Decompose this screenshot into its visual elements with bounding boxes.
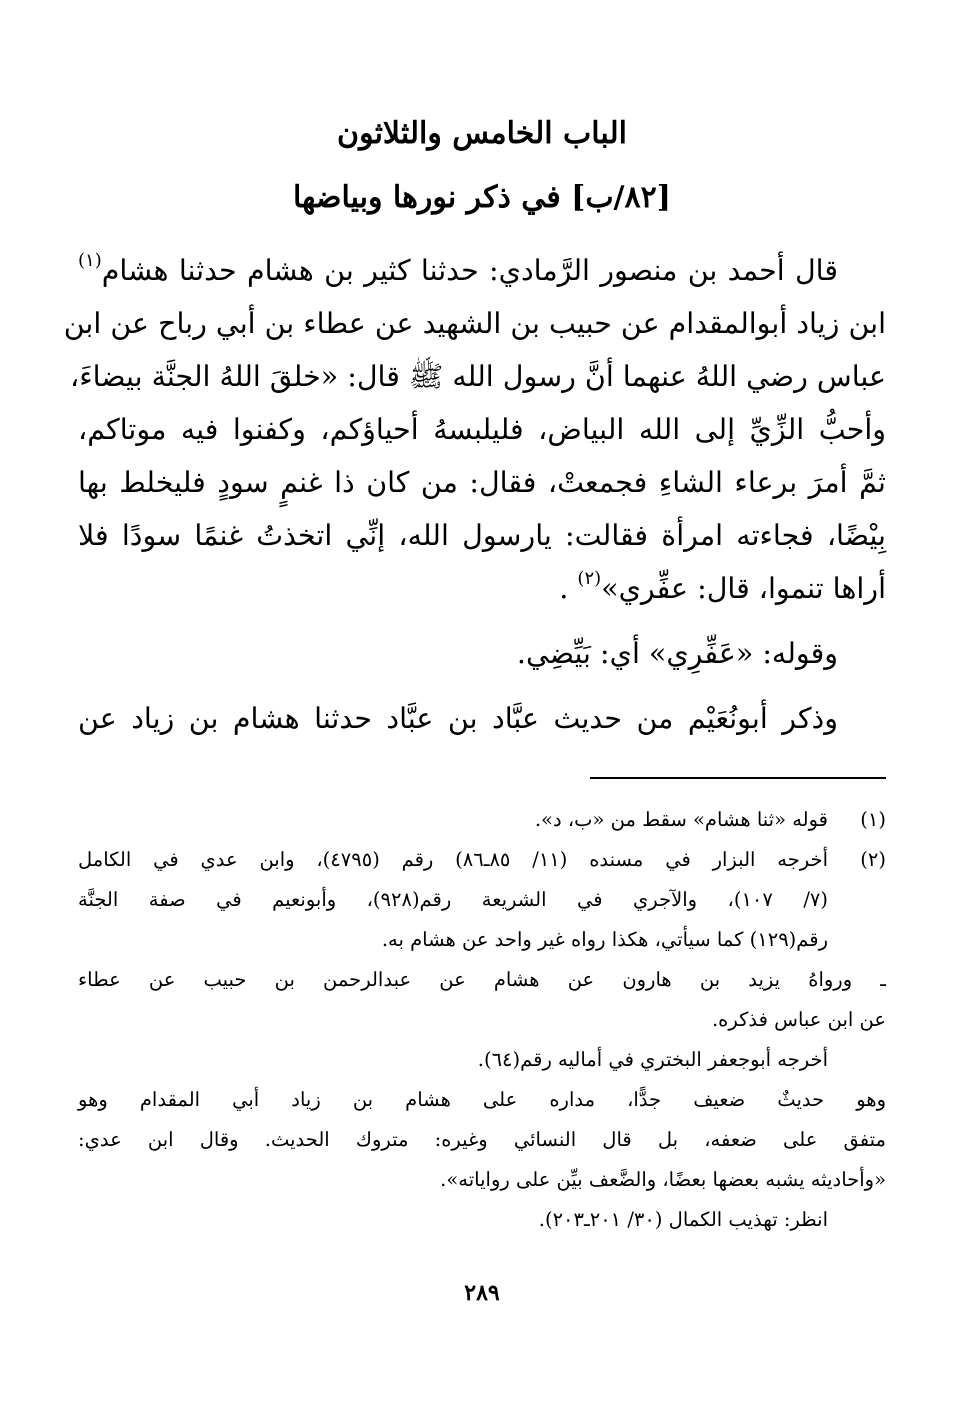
footnote-line: رقم(١٢٩) كما سيأتي، هكذا رواه غير واحد عن هشام به. (381, 928, 828, 951)
footnote-separator (590, 777, 886, 779)
footnote-marker: (١) (78, 250, 102, 271)
page-number: ٢٨٩ (464, 1280, 500, 1306)
body-line: ثمَّ أمرَ برعاء الشاءِ فجمعتْ، فقال: من كان ذا غنمٍ سودٍ فليخلط بها (78, 466, 886, 499)
footnote-1 (78, 800, 886, 840)
body-line: أراها تنموا، قال: عفِّري»$^{(٢)}$ . (559, 568, 886, 605)
book-page (63, 0, 886, 1413)
footnote-text: أخرجه البزار في مسنده (١١/ ٨٥ـ٨٦) رقم (٤٧٩٥)، وابن عدي في الكامل (78, 848, 828, 871)
footnote-number: (١) (860, 808, 886, 831)
footnote-line: أخرجه أبوجعفر البختري في أماليه رقم(٦٤). (477, 1048, 828, 1071)
footnotes (78, 800, 886, 1240)
chapter-subtitle (78, 176, 886, 220)
footnote-line: انظر: تهذيب الكمال (٣٠/ ٢٠١ـ٢٠٣). (538, 1208, 828, 1231)
footnote-line: ـ ورواهُ يزيد بن هارون عن هشام عن عبدالرحمن بن حبيب عن عطاء (78, 968, 886, 991)
footnote-line: وهو حديثٌ ضعيف جدًّا، مداره على هشام بن زياد أبي المقدام وهو (78, 1088, 886, 1111)
footnote-line: «وأحاديثه يشبه بعضها بعضًا، والضَّعف بيِّن على رواياته». (440, 1168, 886, 1191)
footnote-text: قوله «ثنا هشام» سقط من «ب، د». (534, 808, 828, 831)
footnote-line: (٧/ ١٠٧)، والآجري في الشريعة رقم(٩٢٨)، وأبونعيم في صفة الجنَّة (78, 888, 829, 911)
chapter-subtitle-text: في ذكر نورها وبياضها (293, 180, 561, 215)
body-line: وقوله: «عَفِّرِي» أي: بَيِّضِي. (516, 637, 838, 670)
body-line: قال أحمد بن منصور الرَّمادي: حدثنا كثير بن هشام حدثنا هشام$^{(١)}$ (78, 250, 838, 287)
main-text (63, 244, 886, 745)
body-line: وأحبُّ الزِّيِّ إلى الله البياض، فليلبسهُ أحياؤكم، وكفنوا فيه موتاكم، (78, 413, 886, 446)
body-line: وذكر أبونُعَيْم من حديث عبَّاد بن عبَّاد حدثنا هشام بن زياد عن (78, 702, 838, 735)
footnote-2 (78, 840, 886, 880)
footnote-line: عن ابن عباس فذكره. (711, 1008, 886, 1031)
chapter-title: الباب الخامس والثلاثون (337, 116, 627, 151)
footnote-number: (٢) (860, 848, 886, 871)
footnote-line: متفق على ضعفه، بل قال النسائي وغيره: متروك الحديث. وقال ابن عدي: (78, 1128, 886, 1151)
footnote-marker: (٢) (577, 568, 602, 589)
body-line: عباس رضي اللهُ عنهما أنَّ رسول الله ﷺ قال: «خلقَ اللهُ الجنَّة بيضاءَ، (70, 360, 886, 393)
body-line: بِيْضًا، فجاءته امرأة فقالت: يارسول الله، إنِّي اتخذتُ غنمًا سودًا فلا (78, 519, 886, 552)
folio-reference: [٨٢/ب] (571, 180, 671, 215)
body-line: ابن زياد أبوالمقدام عن حبيب بن الشهيد عن عطاء بن أبي رباح عن ابن (63, 307, 886, 340)
